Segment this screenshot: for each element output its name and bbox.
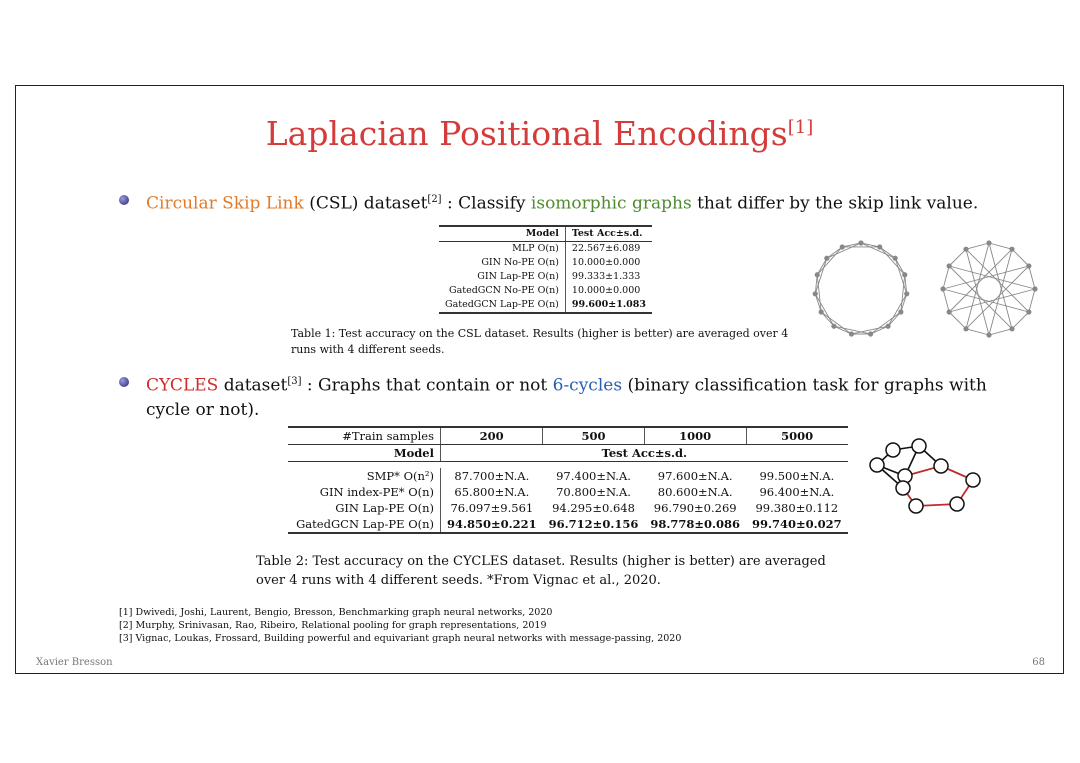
graph-node: [893, 256, 898, 261]
graph-edge: [989, 243, 1012, 249]
graph-node: [904, 291, 909, 296]
graph-node: [947, 309, 952, 314]
t1-value: 10.000±0.000: [565, 256, 652, 270]
table-row: [439, 270, 652, 284]
graph-node: [1009, 247, 1014, 252]
csl-graph-skip-3: [934, 234, 1044, 344]
t2-cell-best: 98.778±0.086: [650, 517, 741, 531]
graph-edge: [943, 266, 949, 289]
t1-value-best: 99.600±1.083: [571, 299, 646, 310]
t1-value: 22.567±6.089: [565, 242, 652, 257]
bullet-1: [146, 188, 1046, 216]
graph-node: [813, 291, 818, 296]
graph-node: [1026, 263, 1031, 268]
footer-author: Xavier Bresson: [36, 657, 113, 668]
t1-header-acc: Test Acc±s.d.: [565, 226, 652, 242]
graph-node: [840, 244, 845, 249]
graph-node: [940, 286, 945, 291]
bullet-1-dot: [119, 195, 129, 205]
table-row: [288, 516, 848, 533]
t2-cell-best: 99.740±0.027: [752, 517, 842, 531]
t2-cell: 96.400±N.A.: [759, 485, 835, 499]
graph-edge: [1012, 249, 1029, 266]
graph-node: [885, 324, 890, 329]
t2-cell-best: 94.850±0.221: [447, 517, 537, 531]
bullet-1-text-a: (CSL) dataset: [303, 193, 428, 214]
graph-node: [849, 331, 854, 336]
table-row: [439, 242, 652, 257]
t2-cell: 65.800±N.A.: [441, 484, 543, 500]
graph-edge: [821, 312, 834, 326]
bullet-2-text-c: (binary classification task for graphs with: [622, 375, 987, 396]
graph-node: [986, 240, 991, 245]
t2-cell: 97.600±N.A.: [657, 469, 733, 483]
cycles-term: CYCLES: [146, 375, 219, 396]
table-row: [439, 284, 652, 298]
t2-cell: 70.800±N.A.: [556, 485, 631, 499]
t2-model: GIN index-PE* O(n): [319, 485, 434, 499]
bullet-2-text-a: dataset: [218, 375, 288, 396]
cycles-table: [288, 426, 848, 534]
table-row: [439, 256, 652, 270]
title-text: Laplacian Positional Encodings: [265, 114, 788, 153]
bullet-2-text-b: : Graphs that contain or not: [301, 375, 553, 396]
table-row: [288, 484, 848, 500]
six-cycles-term: 6-cycles: [552, 375, 623, 396]
table-row: [288, 500, 848, 516]
bullet-1-text-b: : Classify: [441, 193, 531, 214]
graph-edge: [888, 294, 907, 326]
title-ref: [1]: [787, 117, 814, 138]
t2-model: GIN Lap-PE O(n): [335, 501, 434, 515]
graph-edge: [815, 294, 834, 326]
t2-train-samples-label: #Train samples: [288, 427, 441, 445]
page-number: 68: [1032, 657, 1045, 668]
t2-cell: 99.500±N.A.: [759, 469, 835, 483]
graph-node: [868, 331, 873, 336]
graph-edge: [1012, 312, 1029, 329]
t2-cell: 96.790±0.269: [653, 501, 737, 515]
graph-edge: [943, 289, 949, 312]
graph-edge: [966, 243, 989, 249]
t1-model: GIN Lap-PE O(n): [477, 271, 559, 282]
graph-edge: [880, 247, 905, 275]
graph-node: [831, 324, 836, 329]
csl-graph-skip-2: [806, 234, 916, 344]
t1-model: GatedGCN Lap-PE O(n): [439, 298, 565, 313]
table-2-caption: [256, 552, 826, 590]
t1-value: 99.333±1.333: [565, 270, 652, 284]
graph-node: [1032, 286, 1037, 291]
t2-cell: 99.380±0.112: [755, 501, 839, 515]
graph-node: [898, 309, 903, 314]
graph-edge: [842, 243, 861, 247]
t1-model: MLP O(n): [512, 243, 559, 254]
bullet-2: [146, 370, 1026, 422]
t2-model: GatedGCN Lap-PE O(n): [288, 516, 441, 533]
t2-cell: 97.400±N.A.: [556, 469, 631, 483]
t2-caption-line1: Table 2: Test accuracy on the CYCLES dataset. Results (higher is better) are averaged: [256, 554, 826, 569]
graph-edge: [888, 312, 901, 326]
graph-node: [947, 263, 952, 268]
graph-node: [1009, 326, 1014, 331]
graph-edge: [861, 243, 880, 247]
graph-edge: [1029, 289, 1035, 312]
bullet-2-ref: [3]: [287, 376, 302, 387]
table-row: [439, 298, 652, 313]
graph-node: [986, 332, 991, 337]
t1-value: 10.000±0.000: [565, 284, 652, 298]
bullet-2-dot: [119, 377, 129, 387]
reference-item: [1] Dwivedi, Joshi, Laurent, Bengio, Bresson, Benchmarking graph neural networks, 2020: [119, 607, 553, 618]
t2-cell: 80.600±N.A.: [657, 485, 733, 499]
cycle-graph-diagram: [861, 436, 991, 536]
graph-edge: [949, 249, 966, 266]
graph-node: [819, 309, 824, 314]
t2-metric-label: Test Acc±s.d.: [441, 445, 848, 462]
csl-term: Circular Skip Link: [146, 193, 304, 214]
t2-size: 500: [543, 427, 645, 445]
graph-node: [963, 247, 968, 252]
slide: [15, 85, 1064, 674]
graph-edge: [966, 329, 989, 335]
t2-size: 1000: [644, 427, 746, 445]
graph-edge: [871, 312, 901, 334]
graph-edge: [821, 312, 851, 334]
graph-node: [815, 272, 820, 277]
t2-model: SMP* O(n²): [366, 469, 434, 483]
graph-node: [1026, 309, 1031, 314]
t2-cell: 87.700±N.A.: [441, 468, 543, 484]
graph-edge: [1029, 266, 1035, 289]
graph-edge: [817, 247, 842, 275]
t2-size: 5000: [746, 427, 848, 445]
bullet-2-line2: cycle or not).: [146, 399, 260, 420]
isomorphic-term: isomorphic graphs: [530, 193, 692, 214]
t1-header-model: Model: [439, 226, 565, 242]
table-row: [288, 468, 848, 484]
slide-title: [16, 114, 1063, 153]
graph-node: [877, 244, 882, 249]
t2-caption-line2: over 4 runs with 4 different seeds. *From Vignac et al., 2020.: [256, 573, 661, 588]
t2-size: 200: [441, 427, 543, 445]
t1-model: GatedGCN No-PE O(n): [449, 285, 559, 296]
bullet-1-ref: [2]: [427, 194, 442, 205]
graph-node: [963, 326, 968, 331]
t1-model: GIN No-PE O(n): [481, 257, 559, 268]
reference-item: [2] Murphy, Srinivasan, Rao, Ribeiro, Relational pooling for graph representations, 2019: [119, 620, 547, 631]
bullet-1-text-c: that differ by the skip link value.: [691, 193, 979, 214]
graph-node: [902, 272, 907, 277]
t1-caption-line2: runs with 4 different seeds.: [291, 343, 445, 356]
t2-cell: 94.295±0.648: [552, 501, 635, 515]
t2-cell: 76.097±9.561: [441, 500, 543, 516]
graph-edge: [989, 329, 1012, 335]
table-1-caption: [291, 326, 788, 358]
graph-edge: [949, 312, 966, 329]
graph-node: [858, 240, 863, 245]
graph-node: [824, 256, 829, 261]
t1-caption-line1: Table 1: Test accuracy on the CSL dataset. Results (higher is better) are averaged over 4: [291, 327, 789, 340]
csl-table: [439, 225, 652, 314]
references: [119, 606, 681, 645]
t2-model-label: Model: [288, 445, 441, 462]
t2-cell-best: 96.712±0.156: [548, 517, 639, 531]
reference-item: [3] Vignac, Loukas, Frossard, Building powerful and equivariant graph neural networks with message-passing, 2020: [119, 633, 682, 644]
